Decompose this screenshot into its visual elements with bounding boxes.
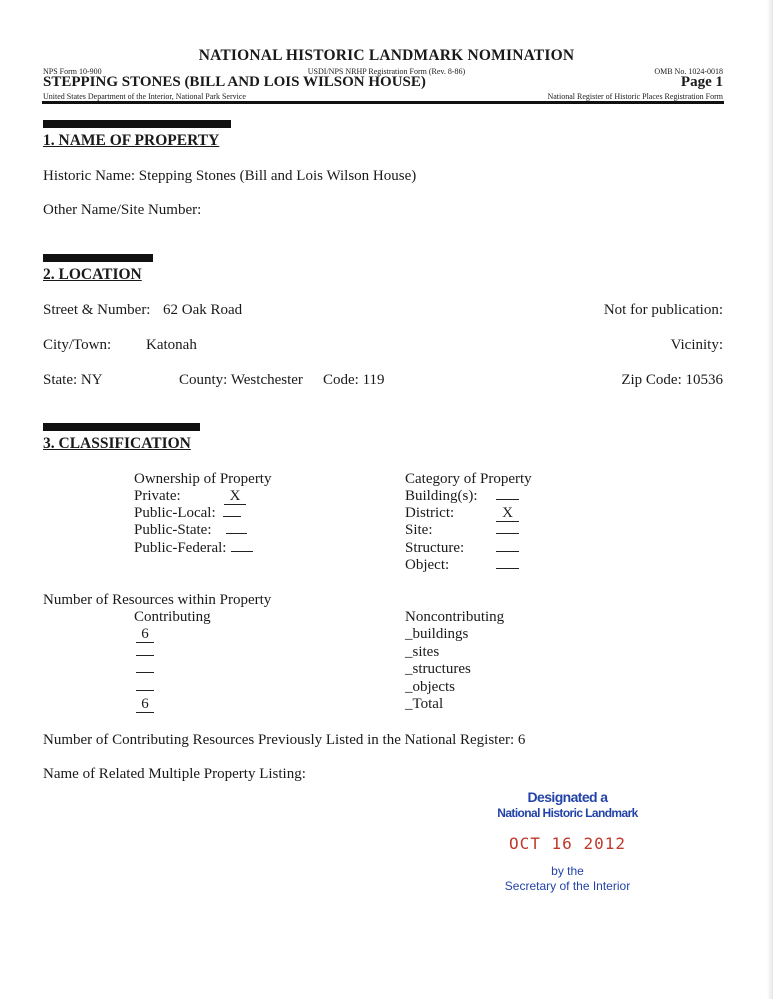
ownership-public-federal-label: Public-Federal:: [134, 540, 227, 556]
ownership-title: Ownership of Property: [134, 471, 272, 487]
related-listing: Name of Related Multiple Property Listing:: [43, 766, 306, 782]
vicinity: Vicinity:: [670, 337, 723, 353]
not-for-publication: Not for publication:: [603, 302, 723, 318]
code: Code: 119: [323, 372, 385, 388]
contributing-structures: [136, 672, 154, 673]
category-district-mark: X: [496, 506, 519, 522]
section-bar: [43, 254, 153, 262]
ownership-public-local-mark: [223, 516, 241, 517]
category-object-label: Object:: [405, 557, 450, 573]
stamp-line3: by the: [551, 864, 584, 878]
city-value: Katonah: [146, 337, 197, 353]
contributing-sites: [136, 655, 154, 656]
page-number: Page 1: [680, 74, 723, 90]
ownership-public-state-mark: [226, 533, 247, 534]
scan-edge: [767, 0, 773, 999]
omb-number: OMB No. 1024-0018: [654, 67, 723, 76]
form-number: NPS Form 10-900: [43, 67, 102, 76]
section-heading-name: 1. NAME OF PROPERTY: [43, 132, 220, 149]
register-form-label: National Register of Historic Places Registration Form: [547, 92, 723, 101]
ownership-public-local-label: Public-Local:: [134, 505, 216, 521]
city-label: City/Town:: [43, 337, 112, 353]
category-structure-label: Structure:: [405, 540, 465, 556]
street-value: 62 Oak Road: [163, 302, 243, 318]
category-title: Category of Property: [405, 471, 532, 487]
resources-title: Number of Resources within Property: [43, 592, 272, 608]
noncontributing-title: Noncontributing: [405, 609, 505, 625]
previously-listed: Number of Contributing Resources Previously Listed in the National Register: 6: [43, 732, 526, 748]
zip-code: Zip Code: 10536: [621, 372, 723, 388]
noncontributing-total: _Total: [405, 696, 444, 712]
ownership-private-mark: X: [224, 489, 246, 505]
category-district-label: District:: [405, 505, 455, 521]
category-structure-mark: [496, 551, 519, 552]
noncontributing-sites: _sites: [405, 644, 440, 660]
noncontributing-structures: _structures: [405, 661, 471, 677]
stamp-date: OCT 16 2012: [509, 834, 626, 853]
category-site-label: Site:: [405, 522, 433, 538]
other-name: Other Name/Site Number:: [43, 202, 202, 218]
state: State: NY: [43, 372, 103, 388]
contributing-title: Contributing: [134, 609, 211, 625]
noncontributing-objects: _objects: [405, 679, 455, 695]
contributing-objects: [136, 690, 154, 691]
stamp-line2: National Historic Landmark: [497, 806, 638, 820]
department-label: United States Department of the Interior, National Park Service: [43, 92, 246, 101]
category-object-mark: [496, 568, 519, 569]
category-building-label: Building(s):: [405, 488, 478, 504]
property-name-header: STEPPING STONES (BILL AND LOIS WILSON HOUSE): [43, 74, 426, 90]
contributing-total: 6: [136, 697, 154, 713]
contributing-buildings: 6: [136, 627, 154, 643]
section-heading-classification: 3. CLASSIFICATION: [43, 435, 191, 452]
form-title: NATIONAL HISTORIC LANDMARK NOMINATION: [198, 47, 575, 64]
category-building-mark: [496, 499, 519, 500]
street-label: Street & Number:: [43, 302, 151, 318]
historic-name: Historic Name: Stepping Stones (Bill and Lois Wilson House): [43, 168, 417, 184]
noncontributing-buildings: _buildings: [405, 626, 469, 642]
stamp-line4: Secretary of the Interior: [504, 879, 631, 893]
category-site-mark: [496, 533, 519, 534]
ownership-public-federal-mark: [231, 551, 253, 552]
header-rule: [42, 101, 724, 104]
section-bar: [43, 120, 231, 128]
section-heading-location: 2. LOCATION: [43, 266, 142, 283]
stamp-line1: Designated a: [527, 789, 608, 805]
county: County: Westchester: [179, 372, 303, 388]
ownership-private-label: Private:: [134, 488, 181, 504]
section-bar: [43, 423, 200, 431]
ownership-public-state-label: Public-State:: [134, 522, 212, 538]
registration-form-label: USDI/NPS NRHP Registration Form (Rev. 8-86): [307, 67, 466, 76]
